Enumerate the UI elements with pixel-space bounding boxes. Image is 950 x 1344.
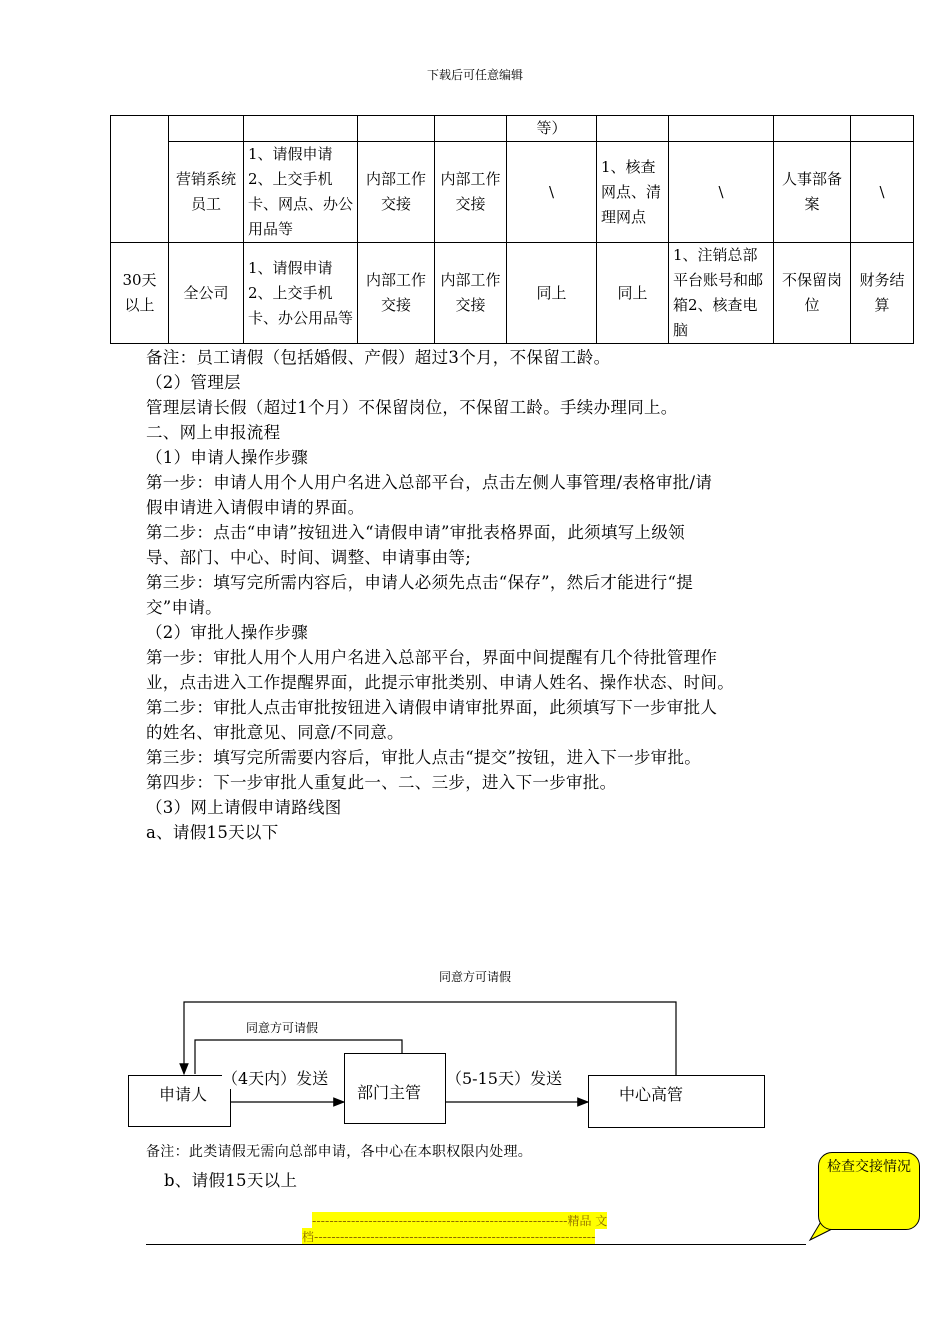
table-cell: 人事部备案	[774, 142, 851, 243]
table-cell: 内部工作交接	[358, 243, 435, 344]
table-cell: \	[669, 142, 774, 243]
paragraph: 第一步：申请人用个人用户名进入总部平台，点击左侧人事管理/表格审批/请	[146, 473, 713, 492]
note-paragraph: 备注：员工请假（包括婚假、产假）超过3个月，不保留工龄。	[146, 348, 611, 367]
table-cell: 同上	[597, 243, 669, 344]
subheading: （3）网上请假申请路线图	[146, 798, 342, 817]
table-cell	[111, 116, 169, 243]
table-row	[111, 142, 914, 243]
section-heading: 二、网上申报流程	[146, 423, 281, 442]
paragraph: 第三步：填写完所需内容后，申请人必须先点击“保存”，然后才能进行“提	[146, 573, 694, 592]
leave-procedure-table	[110, 115, 914, 344]
paragraph: 第一步：审批人用个人用户名进入总部平台，界面中间提醒有几个待批管理作	[146, 648, 718, 667]
table-cell: 营销系统员工	[169, 142, 244, 243]
footer-line-1: -----------------------------------------------------------精品 文	[312, 1214, 608, 1228]
subheading: （1）申请人操作步骤	[146, 448, 308, 467]
table-cell	[244, 116, 358, 142]
page-header: 下载后可任意编辑	[426, 68, 523, 82]
table-cell: 内部工作交接	[358, 142, 435, 243]
table-cell: 内部工作交接	[435, 243, 507, 344]
table-cell	[851, 116, 914, 142]
table-cell: 同上	[507, 243, 597, 344]
paragraph: 第三步：填写完所需要内容后，审批人点击“提交”按钮，进入下一步审批。	[146, 748, 702, 767]
subheading: （2）管理层	[146, 373, 241, 392]
paragraph: 管理层请长假（超过1个月）不保留岗位，不保留工龄。手续办理同上。	[146, 398, 678, 417]
table-cell: 1、核查网点、清理网点	[597, 142, 669, 243]
table-cell: 1、请假申请 2、上交手机卡、办公用品等	[244, 243, 358, 344]
table-cell	[669, 116, 774, 142]
table-row	[111, 243, 914, 344]
table-cell: \	[851, 142, 914, 243]
dept-manager-box: 部门主管	[344, 1053, 446, 1124]
table-cell: 不保留岗位	[774, 243, 851, 344]
table-cell: 财务结算	[851, 243, 914, 344]
table-cell: 30天以上	[111, 243, 169, 344]
center-executive-box: 中心高管	[588, 1075, 765, 1128]
table-cell	[358, 116, 435, 142]
send-label-4days: （4天内）发送	[222, 1066, 328, 1089]
paragraph: 第二步：点击“申请”按钮进入“请假申请”审批表格界面，此须填写上级领	[146, 523, 685, 542]
table-cell: 全公司	[169, 243, 244, 344]
paragraph: 第四步：下一步审批人重复此一、二、三步，进入下一步审批。	[146, 773, 617, 792]
paragraph: b、请假15天以上	[164, 1171, 298, 1190]
table-cell	[435, 116, 507, 142]
footer-line-2: 档-----------------------------------------------------------------	[302, 1230, 596, 1244]
diagram-inner-label: 同意方可请假	[246, 1021, 319, 1035]
subheading: （2）审批人操作步骤	[146, 623, 308, 642]
send-label-5-15days: （5-15天）发送	[446, 1066, 562, 1089]
table-cell	[169, 116, 244, 142]
paragraph: a、请假15天以下	[146, 823, 279, 842]
diagram-top-label: 同意方可请假	[438, 970, 511, 984]
table-cell: 1、注销总部平台账号和邮箱2、核查电脑	[669, 243, 774, 344]
table-row	[111, 116, 914, 142]
footer-rule	[146, 1244, 806, 1245]
paragraph: 导、部门、中心、时间、调整、申请事由等;	[146, 548, 472, 567]
table-cell	[774, 116, 851, 142]
table-cell: 1、请假申请 2、上交手机卡、网点、办公用品等	[244, 142, 358, 243]
table-cell: \	[507, 142, 597, 243]
callout-bubble: 检查交接情况	[818, 1152, 920, 1230]
table-cell: 内部工作交接	[435, 142, 507, 243]
paragraph: 交”申请。	[146, 598, 222, 617]
note-paragraph: 备注：此类请假无需向总部申请，各中心在本职权限内处理。	[146, 1144, 533, 1160]
paragraph: 的姓名、审批意见、同意/不同意。	[146, 723, 404, 742]
applicant-box: 申请人	[128, 1075, 231, 1127]
table-cell: 等）	[507, 116, 597, 142]
paragraph: 第二步：审批人点击审批按钮进入请假申请审批界面，此须填写下一步审批人	[146, 698, 718, 717]
paragraph: 假申请进入请假申请的界面。	[146, 498, 365, 517]
paragraph: 业，点击进入工作提醒界面，此提示审批类别、申请人姓名、操作状态、时间。	[146, 673, 734, 692]
table-cell	[597, 116, 669, 142]
